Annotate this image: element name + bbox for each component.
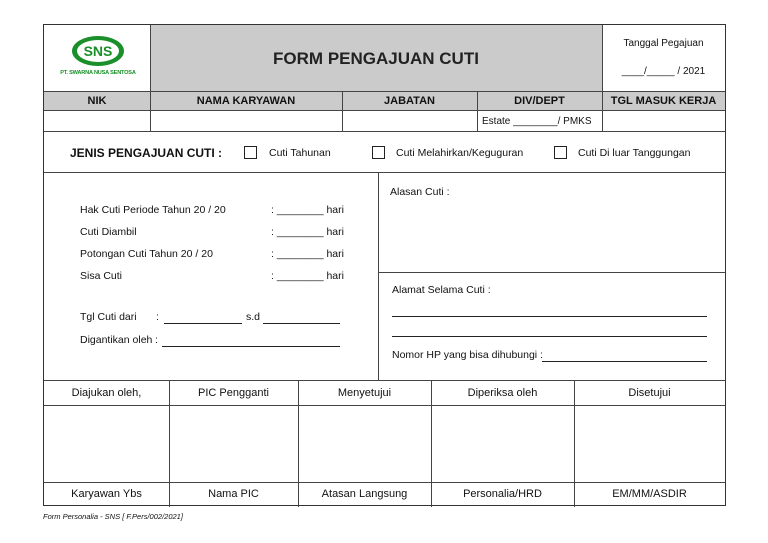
column-header-tgl-masuk: TGL MASUK KERJA	[610, 95, 717, 107]
balance-label-potongan: Potongan Cuti Tahun 20 / 20	[80, 248, 213, 260]
phone-label: Nomor HP yang bisa dihubungi :	[392, 349, 543, 361]
column-header-nik: NIK	[87, 95, 107, 107]
tgl-masuk-field[interactable]	[604, 114, 723, 128]
signature-footer-karyawan: Karyawan Ybs	[71, 488, 142, 500]
leave-request-form	[43, 24, 726, 506]
signature-header-diperiksa: Diperiksa oleh	[467, 387, 538, 399]
replacement-colon: :	[155, 334, 158, 346]
company-logo	[59, 32, 137, 82]
balance-value-cuti-diambil[interactable]: : ________ hari	[271, 226, 344, 238]
checkbox-cuti-luar-tanggungan[interactable]	[554, 146, 567, 159]
checkbox-cuti-melahirkan[interactable]	[372, 146, 385, 159]
signature-header-diajukan: Diajukan oleh,	[71, 387, 142, 399]
address-label: Alamat Selama Cuti :	[392, 284, 491, 296]
balance-label-cuti-diambil: Cuti Diambil	[80, 226, 137, 238]
nik-field[interactable]	[46, 114, 148, 128]
balance-value-hak-cuti[interactable]: : ________ hari	[271, 204, 344, 216]
balance-value-sisa-cuti[interactable]: : ________ hari	[271, 270, 344, 282]
form-code-footer: Form Personalia - SNS [ F.Pers/002/2021]	[43, 512, 183, 521]
logo-badge-text: SNS	[83, 43, 113, 59]
leave-date-to-field[interactable]	[263, 311, 340, 324]
reason-field[interactable]	[390, 196, 715, 268]
form-title: FORM PENGAJUAN CUTI	[273, 49, 479, 68]
reason-label: Alasan Cuti :	[390, 186, 450, 198]
option-cuti-tahunan: Cuti Tahunan	[269, 147, 331, 159]
column-header-jabatan: JABATAN	[384, 95, 435, 107]
signature-header-disetujui: Disetujui	[628, 387, 671, 399]
signature-header-pic: PIC Pengganti	[198, 387, 269, 399]
leave-date-colon: :	[156, 311, 159, 323]
leave-date-to-label: s.d	[246, 311, 261, 323]
phone-field[interactable]	[542, 349, 707, 362]
leave-date-from-field[interactable]	[164, 311, 242, 324]
balance-label-sisa-cuti: Sisa Cuti	[80, 270, 123, 282]
leave-date-from-label: Tgl Cuti dari	[80, 311, 137, 323]
replacement-field[interactable]	[162, 334, 340, 347]
checkbox-cuti-tahunan[interactable]	[244, 146, 257, 159]
column-header-div-dept: DIV/DEPT	[514, 95, 565, 107]
option-cuti-luar-tanggungan: Cuti Di luar Tanggungan	[578, 147, 691, 159]
replacement-label: Digantikan oleh	[80, 334, 153, 346]
signature-area-direktur[interactable]	[576, 408, 723, 480]
option-cuti-melahirkan: Cuti Melahirkan/Keguguran	[396, 147, 524, 159]
balance-label-hak-cuti: Hak Cuti Periode Tahun 20 / 20	[80, 204, 226, 216]
signature-area-pic[interactable]	[171, 408, 296, 480]
signature-area-atasan[interactable]	[300, 408, 429, 480]
date-label: Tanggal Pegajuan	[623, 38, 704, 49]
jabatan-field[interactable]	[344, 114, 475, 128]
signature-header-menyetujui: Menyetujui	[337, 387, 392, 399]
column-header-nama: NAMA KARYAWAN	[196, 95, 296, 107]
address-line-2[interactable]	[392, 324, 707, 337]
leave-type-label: JENIS PENGAJUAN CUTI :	[70, 146, 223, 160]
signature-footer-atasan: Atasan Langsung	[321, 488, 408, 500]
company-name: PT. SWARNA NUSA SENTOSA	[60, 70, 136, 76]
signature-area-personalia[interactable]	[433, 408, 572, 480]
signature-footer-personalia: Personalia/HRD	[463, 488, 542, 500]
signature-footer-direktur: EM/MM/ASDIR	[612, 488, 687, 500]
signature-footer-pic: Nama PIC	[208, 488, 259, 500]
signature-area-karyawan[interactable]	[46, 408, 167, 480]
balance-value-potongan[interactable]: : ________ hari	[271, 248, 344, 260]
nama-karyawan-field[interactable]	[152, 114, 340, 128]
submission-date-field[interactable]: ____/_____ / 2021	[621, 66, 706, 77]
address-line-1[interactable]	[392, 304, 707, 317]
div-dept-field[interactable]: Estate ________/ PMKS	[482, 116, 592, 127]
